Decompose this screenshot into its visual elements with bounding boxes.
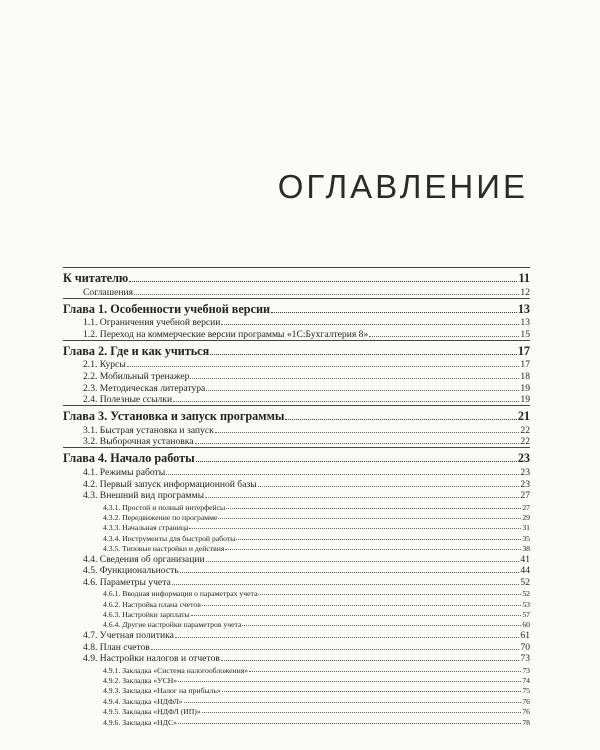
dot-leader xyxy=(166,474,519,475)
toc-entry-label: 2.4. Полезные ссылки xyxy=(83,394,173,406)
toc-entry-page: 31 xyxy=(522,523,530,533)
dot-leader xyxy=(271,312,517,313)
dot-leader xyxy=(218,518,521,519)
toc-entry-label: 4.3.1. Простой и полный интерфейсы xyxy=(103,502,226,512)
dot-leader xyxy=(210,354,517,355)
toc-entry-page: 41 xyxy=(520,553,530,565)
toc-entry-label: 4.3. Внешний вид программы xyxy=(83,490,205,502)
toc-entry-label: 4.9. Настройки налогов и отчетов xyxy=(83,653,220,665)
toc-entry-page: 23 xyxy=(517,451,530,466)
toc-entry-page: 76 xyxy=(522,707,530,717)
dot-leader xyxy=(129,281,517,282)
dot-leader xyxy=(225,549,521,550)
toc-entry-section[interactable] xyxy=(63,359,530,371)
toc-entry-section[interactable] xyxy=(63,286,530,298)
toc-entry-page: 11 xyxy=(518,271,530,285)
toc-entry-label: 4.3.4. Инструменты для быстрой работы xyxy=(103,533,236,543)
toc-entry-page: 19 xyxy=(520,382,530,394)
toc-entry-page: 74 xyxy=(522,675,530,685)
toc-entry-page: 21 xyxy=(517,409,530,424)
toc-entry-label: Глава 2. Где и как учиться xyxy=(63,343,210,358)
dot-leader xyxy=(258,594,521,595)
toc-entry-page: 23 xyxy=(520,478,530,490)
toc-entry-label: 4.6. Параметры учета xyxy=(83,576,171,588)
toc-entry-page: 12 xyxy=(520,286,530,298)
toc-entry-label: 4.5. Функциональность xyxy=(83,565,179,577)
toc-entry-page: 13 xyxy=(517,301,530,316)
dot-leader xyxy=(236,539,521,540)
toc-entry-sub[interactable] xyxy=(63,706,530,716)
toc-entry-label: 4.6.3. Настройки зарплаты xyxy=(103,610,190,620)
toc-entry-page: 75 xyxy=(522,686,530,696)
toc-entry-label: 4.3.5. Типовые настройки и действия xyxy=(103,544,225,554)
toc-entry-page: 73 xyxy=(522,665,530,675)
dot-leader xyxy=(127,366,520,367)
toc-entry-section[interactable] xyxy=(63,553,530,565)
dot-leader xyxy=(206,561,520,562)
page-title: ОГЛАВЛЕНИЕ xyxy=(277,168,528,205)
toc-entry-label: 4.8. План счетов xyxy=(83,641,150,653)
toc-entry-label: 4.6.1. Вводная информация о параметрах учета xyxy=(103,589,258,599)
dot-leader xyxy=(178,681,521,682)
dot-leader xyxy=(180,572,520,573)
toc-entry-page: 76 xyxy=(522,696,530,706)
toc-entry-sub[interactable] xyxy=(63,532,530,542)
toc-entry-chapter[interactable] xyxy=(63,268,530,286)
toc-entry-section[interactable] xyxy=(63,317,530,329)
toc-entry-page: 27 xyxy=(522,502,530,512)
toc-entry-section[interactable] xyxy=(63,641,530,653)
dot-leader xyxy=(175,637,520,638)
dot-leader xyxy=(196,461,517,462)
toc-entry-page: 70 xyxy=(520,641,530,653)
toc-entry-section[interactable] xyxy=(63,466,530,478)
toc-entry-sub[interactable] xyxy=(63,619,530,629)
toc-entry-label: 4.2. Первый запуск информационной базы xyxy=(83,478,257,490)
dot-leader xyxy=(190,378,519,379)
toc-entry-section[interactable] xyxy=(63,370,530,382)
toc-entry-sub[interactable] xyxy=(63,609,530,619)
toc-entry-page: 19 xyxy=(520,394,530,406)
dot-leader xyxy=(202,605,521,606)
toc-entry-page: 29 xyxy=(522,512,530,522)
toc-entry-section[interactable] xyxy=(63,565,530,577)
toc-entry-label: 1.1. Ограничения учебной версии xyxy=(83,317,221,329)
toc-entry-sub[interactable] xyxy=(63,588,530,598)
toc-entry-page: 17 xyxy=(517,343,530,358)
toc-entry-section[interactable] xyxy=(63,490,530,502)
toc-entry-page: 22 xyxy=(520,424,530,436)
toc-entry-section[interactable] xyxy=(63,576,530,588)
toc-entry-section[interactable] xyxy=(63,328,530,340)
dot-leader xyxy=(242,625,521,626)
toc-entry-label: 4.4. Сведения об организации xyxy=(83,553,205,565)
toc-entry-chapter[interactable] xyxy=(63,448,530,466)
toc-entry-label: Глава 3. Установка и запуск программы xyxy=(63,409,285,424)
dot-leader xyxy=(184,702,522,703)
toc-entry-label: 4.9.4. Закладка «НДФЛ» xyxy=(103,696,183,706)
toc-entry-page: 44 xyxy=(520,565,530,577)
toc-entry-page: 13 xyxy=(520,317,530,329)
toc-entry-sub[interactable] xyxy=(63,716,530,726)
toc-entry-page: 35 xyxy=(522,533,530,543)
dot-leader xyxy=(195,443,520,444)
dot-leader xyxy=(189,528,521,529)
toc-entry-label: Глава 1. Особенности учебной версии xyxy=(63,301,271,316)
toc-entry-label: 2.1. Курсы xyxy=(83,359,126,371)
toc-entry-label: 3.2. Выборочная установка xyxy=(83,436,194,448)
toc-entry-sub[interactable] xyxy=(63,675,530,685)
toc-entry-label: 2.2. Мобильный тренажер xyxy=(83,370,190,382)
toc-entry-page: 38 xyxy=(522,544,530,554)
dot-leader xyxy=(285,419,516,420)
toc-entry-page: 23 xyxy=(520,466,530,478)
toc-entry-section[interactable] xyxy=(63,653,530,665)
toc-entry-label: 4.9.1. Закладка «Система налогообложения» xyxy=(103,665,249,675)
toc-entry-label: 4.9.3. Закладка «Налог на прибыль» xyxy=(103,686,221,696)
table-of-contents xyxy=(63,267,530,727)
toc-entry-section[interactable] xyxy=(63,478,530,490)
toc-entry-page: 61 xyxy=(520,630,530,642)
toc-entry-sub[interactable] xyxy=(63,543,530,553)
toc-entry-section[interactable] xyxy=(63,382,530,394)
toc-entry-page: 18 xyxy=(520,370,530,382)
toc-entry-page: 60 xyxy=(522,620,530,630)
dot-leader xyxy=(249,671,521,672)
dot-leader xyxy=(369,336,519,337)
toc-entry-label: 4.6.4. Другие настройки параметров учета xyxy=(103,620,242,630)
toc-entry-label: 4.6.2. Настройка плана счетов xyxy=(103,599,201,609)
toc-entry-page: 52 xyxy=(520,576,530,588)
toc-entry-chapter[interactable] xyxy=(63,299,530,317)
toc-entry-label: 4.7. Учетная политика xyxy=(83,630,174,642)
toc-entry-page: 78 xyxy=(522,717,530,727)
toc-entry-page: 53 xyxy=(522,599,530,609)
toc-entry-sub[interactable] xyxy=(63,664,530,674)
toc-entry-label: 2.3. Методическая литература xyxy=(83,382,206,394)
dot-leader xyxy=(191,615,522,616)
toc-entry-sub[interactable] xyxy=(63,522,530,532)
dot-leader xyxy=(221,324,519,325)
toc-entry-label: Соглашения xyxy=(83,286,134,298)
toc-entry-sub[interactable] xyxy=(63,501,530,511)
dot-leader xyxy=(226,508,521,509)
toc-entry-section[interactable] xyxy=(63,629,530,641)
toc-entry-label: 3.1. Быстрая установка и запуск xyxy=(83,424,214,436)
dot-leader xyxy=(206,390,519,391)
toc-entry-label: К читателю xyxy=(63,271,129,285)
dot-leader xyxy=(151,649,520,650)
toc-entry-label: 4.1. Режимы работы xyxy=(83,466,166,478)
toc-entry-sub[interactable] xyxy=(63,685,530,695)
dot-leader xyxy=(172,584,520,585)
toc-entry-chapter[interactable] xyxy=(63,341,530,359)
toc-entry-section[interactable] xyxy=(63,436,530,448)
toc-entry-page: 22 xyxy=(520,436,530,448)
dot-leader xyxy=(202,712,522,713)
toc-entry-chapter[interactable] xyxy=(63,406,530,424)
toc-entry-page: 73 xyxy=(520,653,530,665)
dot-leader xyxy=(134,294,519,295)
toc-entry-sub[interactable] xyxy=(63,512,530,522)
toc-entry-page: 27 xyxy=(520,490,530,502)
dot-leader xyxy=(222,691,522,692)
toc-entry-section[interactable] xyxy=(63,394,530,406)
dot-leader xyxy=(221,660,520,661)
toc-entry-label: 4.9.2. Закладка «УСН» xyxy=(103,675,178,685)
dot-leader xyxy=(173,401,519,402)
toc-entry-page: 17 xyxy=(520,359,530,371)
toc-entry-label: 4.9.5. Закладка «НДФЛ (ИП)» xyxy=(103,707,201,717)
toc-entry-page: 57 xyxy=(522,610,530,620)
dot-leader xyxy=(205,497,519,498)
toc-entry-label: 4.9.6. Закладка «НДС» xyxy=(103,717,177,727)
toc-entry-sub[interactable] xyxy=(63,598,530,608)
toc-entry-label: 4.3.3. Начальная страница xyxy=(103,523,189,533)
toc-entry-page: 15 xyxy=(520,328,530,340)
toc-entry-sub[interactable] xyxy=(63,695,530,705)
toc-entry-page: 52 xyxy=(522,589,530,599)
toc-entry-label: Глава 4. Начало работы xyxy=(63,451,195,466)
toc-entry-label: 4.3.2. Передвижение по программе xyxy=(103,512,218,522)
toc-entry-section[interactable] xyxy=(63,424,530,436)
dot-leader xyxy=(178,723,521,724)
dot-leader xyxy=(215,432,520,433)
dot-leader xyxy=(258,486,520,487)
toc-entry-label: 1.2. Переход на коммерческие версии программы «1С:Бухгалтерия 8» xyxy=(83,328,369,340)
